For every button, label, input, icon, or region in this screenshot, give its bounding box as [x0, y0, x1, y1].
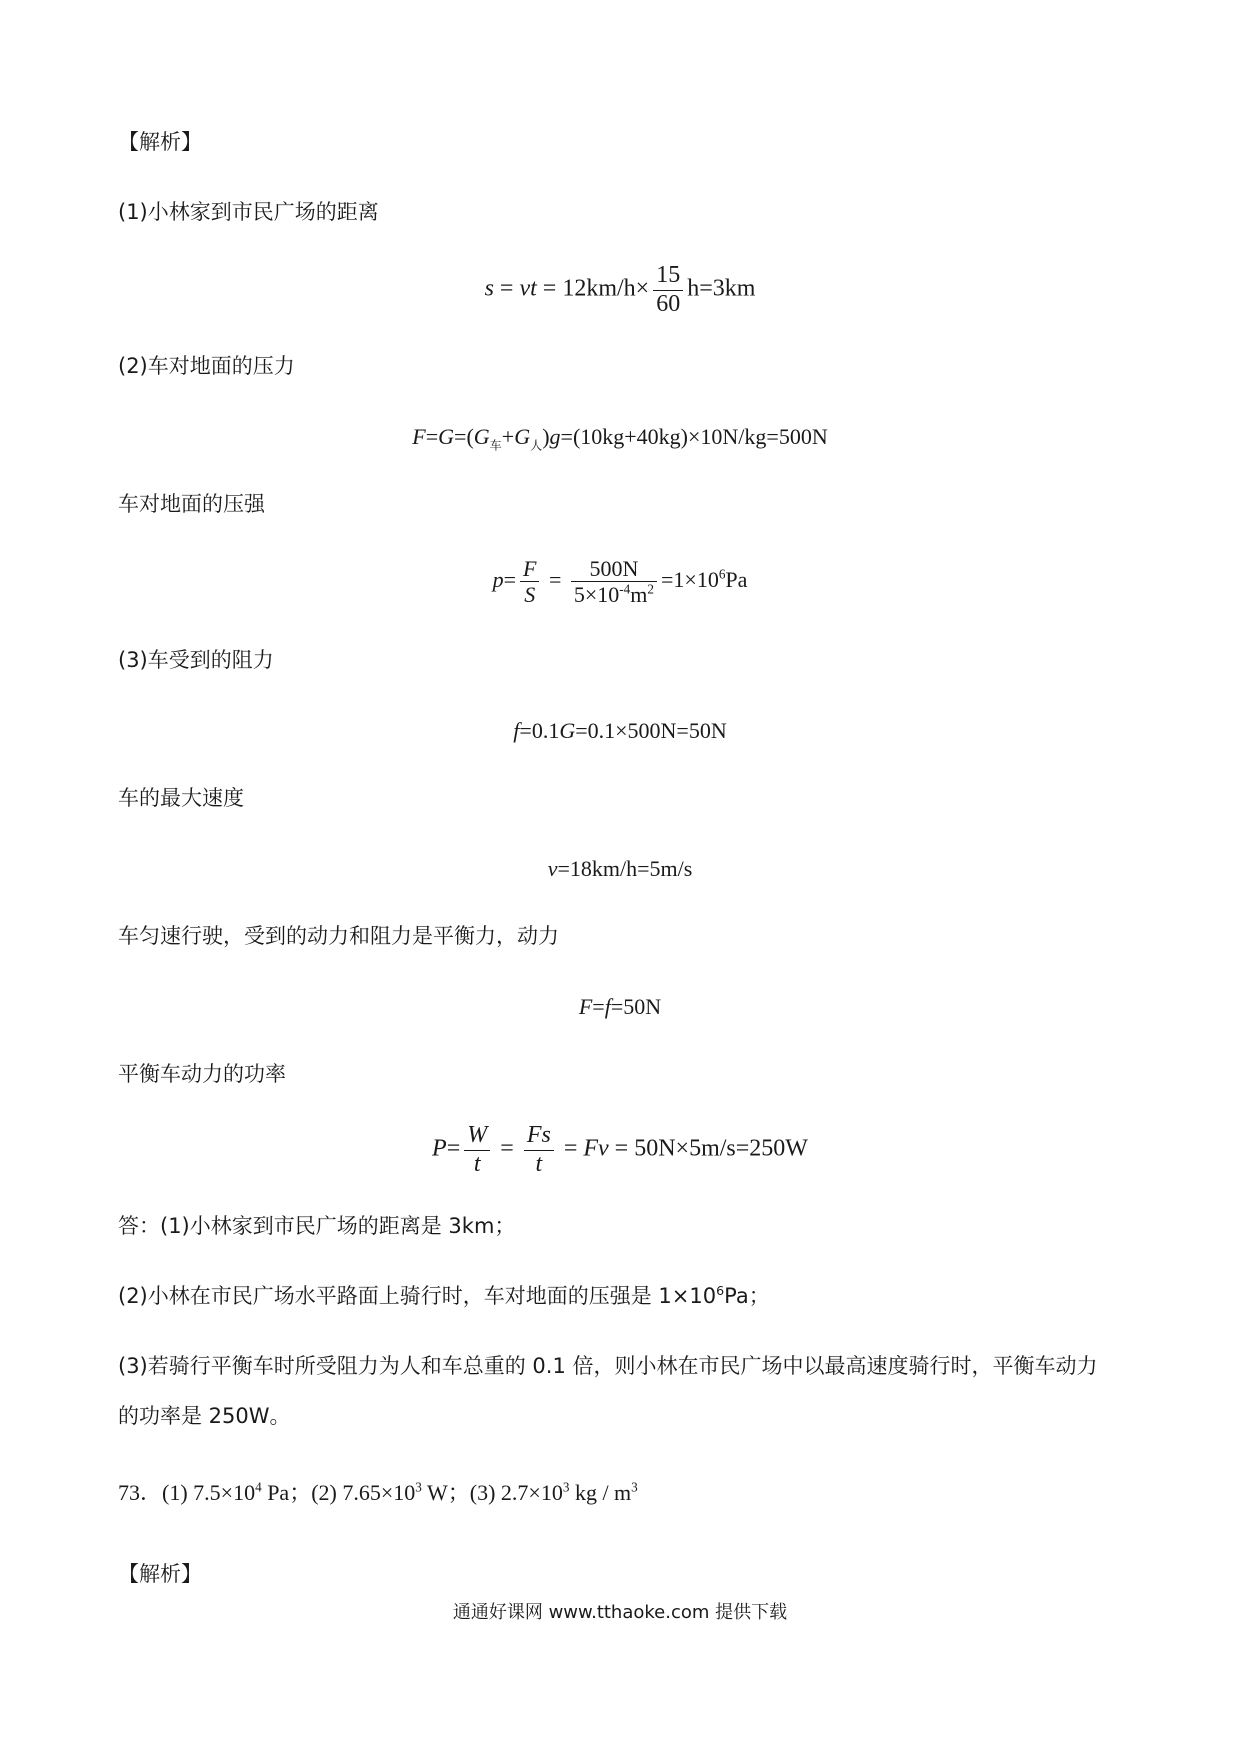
answer-2: (2)小林在市民广场水平路面上骑行时，车对地面的压强是 $1\times 10^6Pa$； [118, 1283, 770, 1308]
question-73-answers: 73．(1) $7.5\times 10^4$ Pa；(2) $7.65\times 10^3$ W；(3) $2.7\times 10^3$ kg / $m^3$ [118, 1479, 638, 1505]
fraction-W-t: $\frac{W}{t}$ [464, 1122, 490, 1178]
answer-3-line2: 的功率是 250W。 [118, 1404, 291, 1428]
fraction-Fs-t: $\frac{Fs}{t}$ [524, 1122, 554, 1178]
fraction-F-S: $\frac{F}{S}$ [520, 556, 539, 608]
step1-label: (1)小林家到市民广场的距离 [118, 200, 379, 224]
power-equation: P= $\frac{W}{t}$ = $\frac{Fs}{t}$ = Fv = 50N×5m/s=250W [432, 1122, 808, 1177]
analysis-heading-2: 【解析】 [118, 1562, 202, 1586]
answer-3-line1: (3)若骑行平衡车时所受阻力为人和车总重的 0.1 倍，则小林在市民广场中以最高速度骑行时，平衡车动力 [118, 1354, 1098, 1378]
driving-force-equation: F=f=50N [578, 994, 662, 1019]
force-equation: $F=G=(G_车+G_人)g=(10kg+40kg)\times 10N/kg=500N$ [412, 424, 828, 453]
pressure-label: 车对地面的压强 [118, 492, 265, 516]
answer-1: 答：(1)小林家到市民广场的距离是 3km； [118, 1214, 516, 1238]
fraction-500N-area: $\frac{500N}{5\times 10^{-4}m^2}$ [571, 556, 657, 608]
power-label: 平衡车动力的功率 [118, 1062, 286, 1086]
footer-source: 通通好课网 www.tthaoke.com 提供下载 [452, 1602, 788, 1623]
step2-label: (2)车对地面的压力 [118, 354, 295, 378]
analysis-heading: 【解析】 [118, 130, 202, 154]
balance-label: 车匀速行驶，受到的动力和阻力是平衡力，动力 [118, 924, 559, 948]
pressure-equation: p= $\frac{F}{S}$ = $\frac{500N}{5\times 10^{-4}m^2}$ $=1\times 10^6Pa$ [492, 556, 748, 608]
step3-label: (3)车受到的阻力 [118, 648, 274, 672]
fraction-15-60: $\frac{15}{60}$ [653, 262, 683, 318]
resistance-equation: f=0.1G=0.1×500N=50N [513, 718, 727, 743]
max-speed-label: 车的最大速度 [118, 786, 244, 810]
distance-equation: s = vt = 12km/h× $\frac{15}{60}$ h=3km [484, 262, 756, 317]
speed-equation: v=18km/h=5m/s [547, 856, 693, 881]
